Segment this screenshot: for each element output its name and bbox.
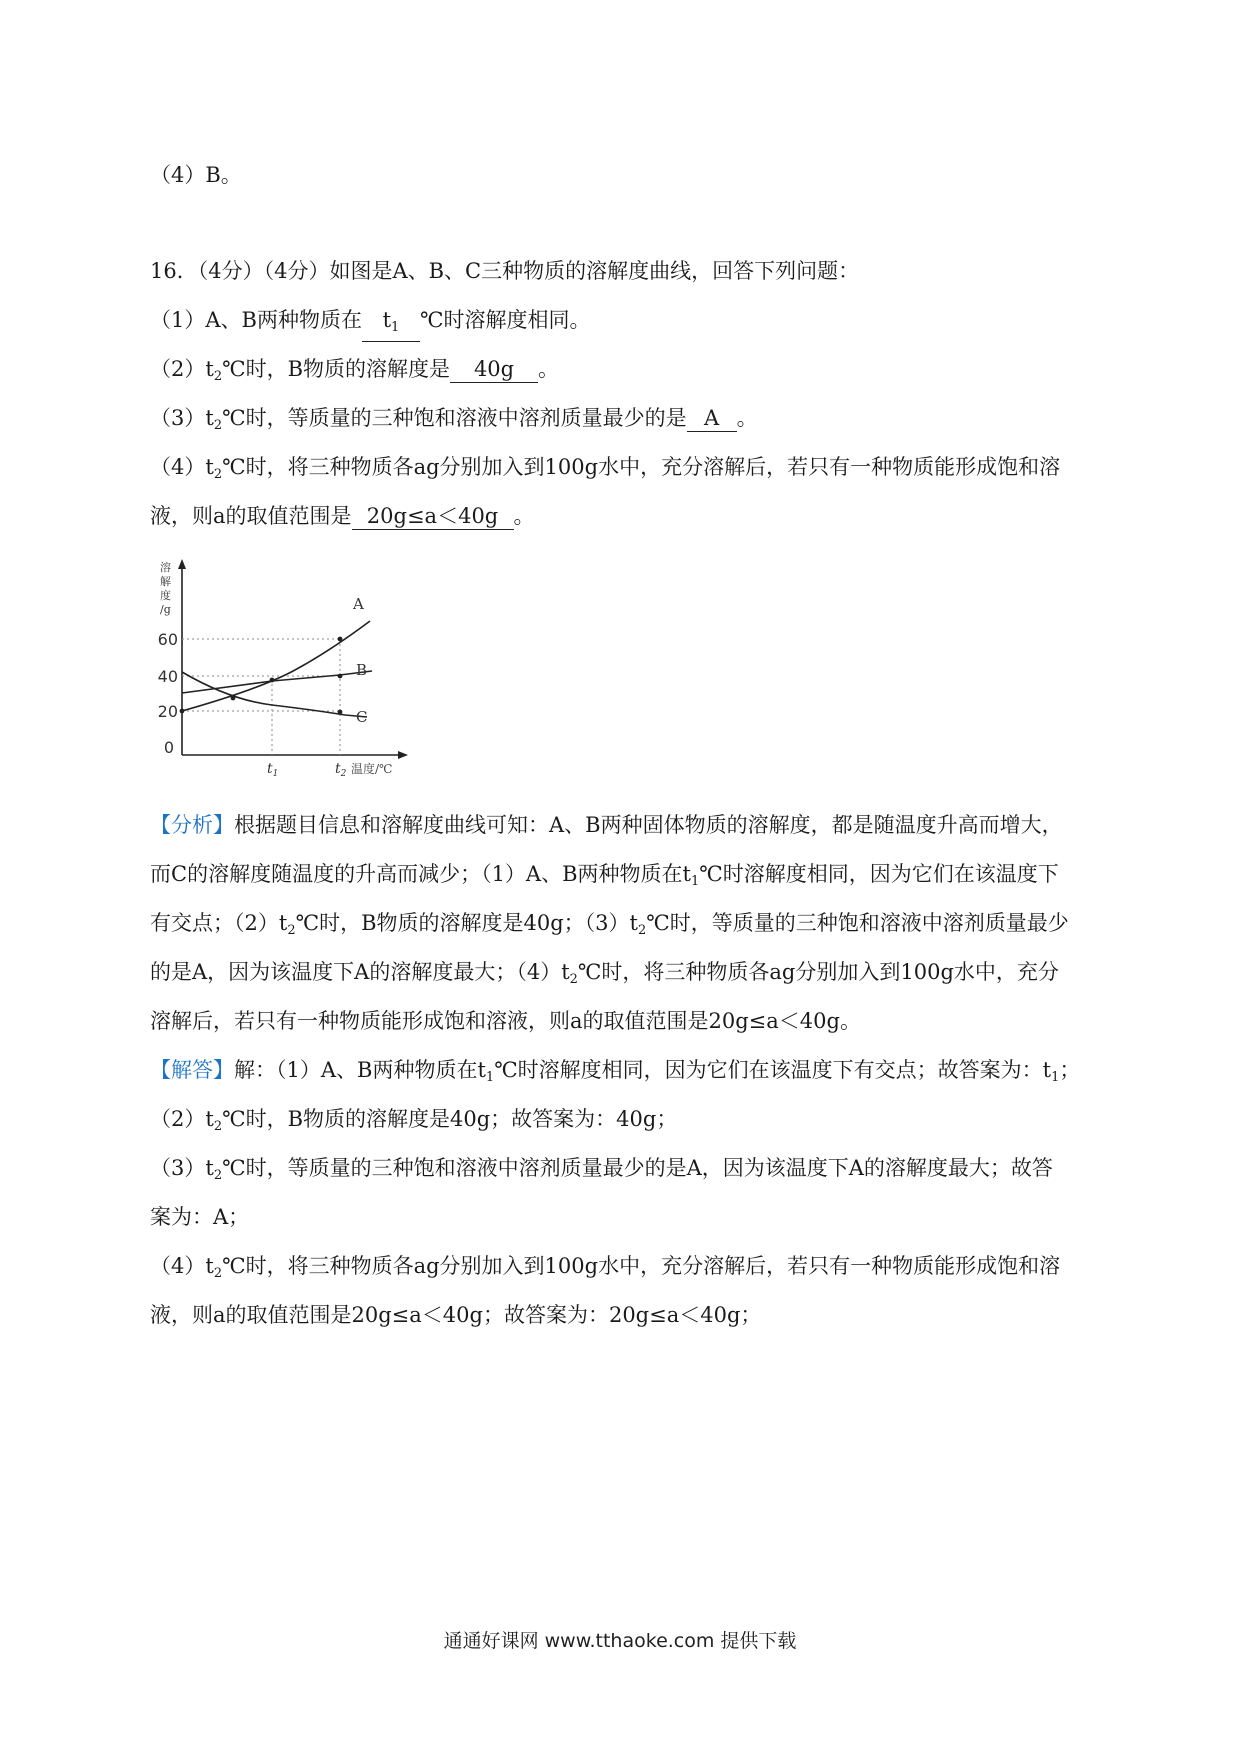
solution-line-1-post: ；	[1059, 1058, 1081, 1082]
question-part-4-line-1	[150, 452, 1060, 490]
y-axis-label	[160, 560, 171, 616]
x-tick-t2-sub: 2	[340, 769, 347, 779]
analysis-tag: 【分析】	[150, 813, 234, 837]
y-tick-labels	[158, 630, 178, 757]
curve-label-a: A	[353, 595, 364, 613]
analysis-line-2-post: ℃时溶解度相同，因为它们在该温度下	[699, 862, 1059, 886]
solution-line-3-post: ℃时，等质量的三种饱和溶液中溶剂质量最少的是A，因为该温度下A的溶解度最大；故答	[222, 1156, 1053, 1180]
analysis-line-3-post: ℃时，等质量的三种饱和溶液中溶剂质量最少	[646, 911, 1069, 935]
curve-b	[182, 671, 372, 693]
curve-a	[182, 621, 370, 711]
solution-line-3-sub: 2	[213, 1168, 223, 1183]
solution-line-1-sub-2: 1	[1051, 1070, 1060, 1085]
y-tick-0: 0	[163, 738, 174, 757]
x-axis-arrow	[398, 751, 408, 759]
solution-line-4: 案为：A；	[150, 1205, 250, 1229]
x-tick-t2	[335, 761, 347, 779]
analysis-line-5: 溶解后，若只有一种物质能形成饱和溶液，则a的取值范围是20g≤a＜40g。	[150, 1009, 861, 1033]
curve-labels	[352, 595, 367, 726]
q4-line1-sub: 2	[213, 467, 223, 482]
q1-answer-blank	[362, 307, 420, 342]
x-tick-labels	[267, 761, 347, 779]
q4-post: 。	[513, 504, 535, 528]
analysis-line-3-mid: ℃时，B物质的溶解度是40g；（3）t	[295, 911, 638, 935]
y-tick-20: 20	[157, 702, 178, 721]
solution-line-2-post: ℃时，B物质的溶解度是40g；故答案为：40g；	[222, 1107, 678, 1131]
q3-post: 。	[736, 406, 758, 430]
q1-pre: （1）A、B两种物质在	[150, 308, 362, 332]
solution-line-5-pre: （4）t	[150, 1254, 214, 1278]
y-tick-60: 60	[157, 630, 178, 649]
solution-line-1-pre: 解：（1）A、B两种物质在t	[234, 1058, 486, 1082]
solution-line-1	[150, 1055, 1080, 1093]
question-title: 16．（4分）（4分）如图是A、B、C三种物质的溶解度曲线，回答下列问题：	[150, 259, 860, 283]
q1-post: ℃时溶解度相同。	[419, 308, 591, 332]
analysis-line-3	[150, 908, 1069, 946]
q4-line1-post: ℃时，将三种物质各ag分别加入到100g水中，充分溶解后，若只有一种物质能形成饱和溶	[222, 455, 1061, 479]
q2-pre: （2）t	[150, 357, 214, 381]
analysis-line-2-sub: 1	[690, 874, 700, 889]
q4-line1-pre: （4）t	[150, 455, 214, 479]
x-tick-t2-letter: t	[335, 761, 341, 777]
q2-pre2: ℃时，B物质的溶解度是	[222, 357, 451, 381]
point-b-t2	[338, 674, 343, 679]
question-part-3	[150, 403, 758, 441]
curve-label-c: C	[356, 708, 368, 726]
q3-pre-sub: 2	[213, 418, 223, 433]
analysis-line-3-pre: 有交点；（2）t	[150, 911, 288, 935]
y-label-char-1: 溶	[160, 561, 171, 574]
solution-line-5	[150, 1251, 1060, 1289]
y-axis-arrow	[178, 559, 186, 569]
analysis-line-4-post: ℃时，将三种物质各ag分别加入到100g水中，充分	[577, 960, 1059, 984]
page-footer: 通通好课网 www.tthaoke.com 提供下载	[443, 1630, 797, 1652]
x-tick-t1-sub: 1	[272, 769, 279, 779]
analysis-line-4-sub: 2	[569, 972, 578, 987]
analysis-line-2	[150, 859, 1059, 897]
analysis-line-1	[150, 810, 1063, 840]
solution-line-2	[150, 1104, 677, 1142]
point-c-t2	[338, 710, 343, 715]
previous-answer: （4）B。	[150, 163, 242, 187]
point-intersection-t1	[270, 678, 275, 683]
question-part-1	[150, 305, 590, 342]
curve-label-b: B	[356, 661, 368, 679]
question-part-4-line-2	[150, 501, 535, 531]
analysis-line-4-pre: 的是A，因为该温度下A的溶解度最大；（4）t	[150, 960, 570, 984]
q1-answer: t	[382, 308, 392, 332]
solution-line-1-sub: 1	[485, 1070, 495, 1085]
q3-pre: （3）t	[150, 406, 214, 430]
solution-tag: 【解答】	[150, 1058, 234, 1082]
q1-answer-sub: 1	[391, 320, 400, 335]
solution-line-6: 液，则a的取值范围是20g≤a＜40g；故答案为：20g≤a＜40g；	[150, 1303, 762, 1327]
q2-pre-sub: 2	[213, 369, 223, 384]
solution-line-5-sub: 2	[213, 1266, 223, 1281]
analysis-line-1-text: 根据题目信息和溶解度曲线可知：A、B两种固体物质的溶解度，都是随温度升高而增大，	[234, 813, 1063, 837]
analysis-line-2-pre: 而C的溶解度随温度的升高而减少；（1）A、B两种物质在t	[150, 862, 691, 886]
point-a-c-intersection	[231, 696, 236, 701]
y-label-char-3: 度	[160, 589, 171, 602]
analysis-line-4	[150, 957, 1059, 995]
x-axis-label: 温度/℃	[351, 762, 393, 776]
y-label-char-2: 解	[160, 575, 171, 588]
solution-line-2-pre: （2）t	[150, 1107, 214, 1131]
q2-answer-blank: 40g	[450, 356, 538, 383]
q4-line2-pre: 液，则a的取值范围是	[150, 504, 352, 528]
gridlines	[182, 639, 340, 755]
point-a-t2	[338, 637, 343, 642]
x-tick-t1-letter: t	[267, 761, 273, 777]
q2-post: 。	[538, 357, 560, 381]
solution-line-1-mid: ℃时溶解度相同，因为它们在该温度下有交点；故答案为：t	[494, 1058, 1052, 1082]
y-tick-40: 40	[157, 667, 178, 686]
solution-line-2-sub: 2	[213, 1119, 223, 1134]
solution-line-3	[150, 1153, 1053, 1191]
q4-answer-blank: 20g≤a＜40g	[352, 503, 514, 530]
q3-pre2: ℃时，等质量的三种饱和溶液中溶剂质量最少的是	[222, 406, 687, 430]
analysis-line-3-sub: 2	[287, 923, 296, 938]
y-label-char-4: /g	[160, 603, 171, 616]
q3-answer-blank: A	[687, 405, 737, 432]
x-tick-t1	[267, 761, 278, 779]
solubility-curve-figure	[150, 555, 410, 780]
solution-line-3-pre: （3）t	[150, 1156, 214, 1180]
question-part-2	[150, 354, 559, 392]
analysis-line-3-sub-2: 2	[637, 923, 647, 938]
point-a-start	[180, 709, 185, 714]
solution-line-5-post: ℃时，将三种物质各ag分别加入到100g水中，充分溶解后，若只有一种物质能形成饱和溶	[222, 1254, 1061, 1278]
